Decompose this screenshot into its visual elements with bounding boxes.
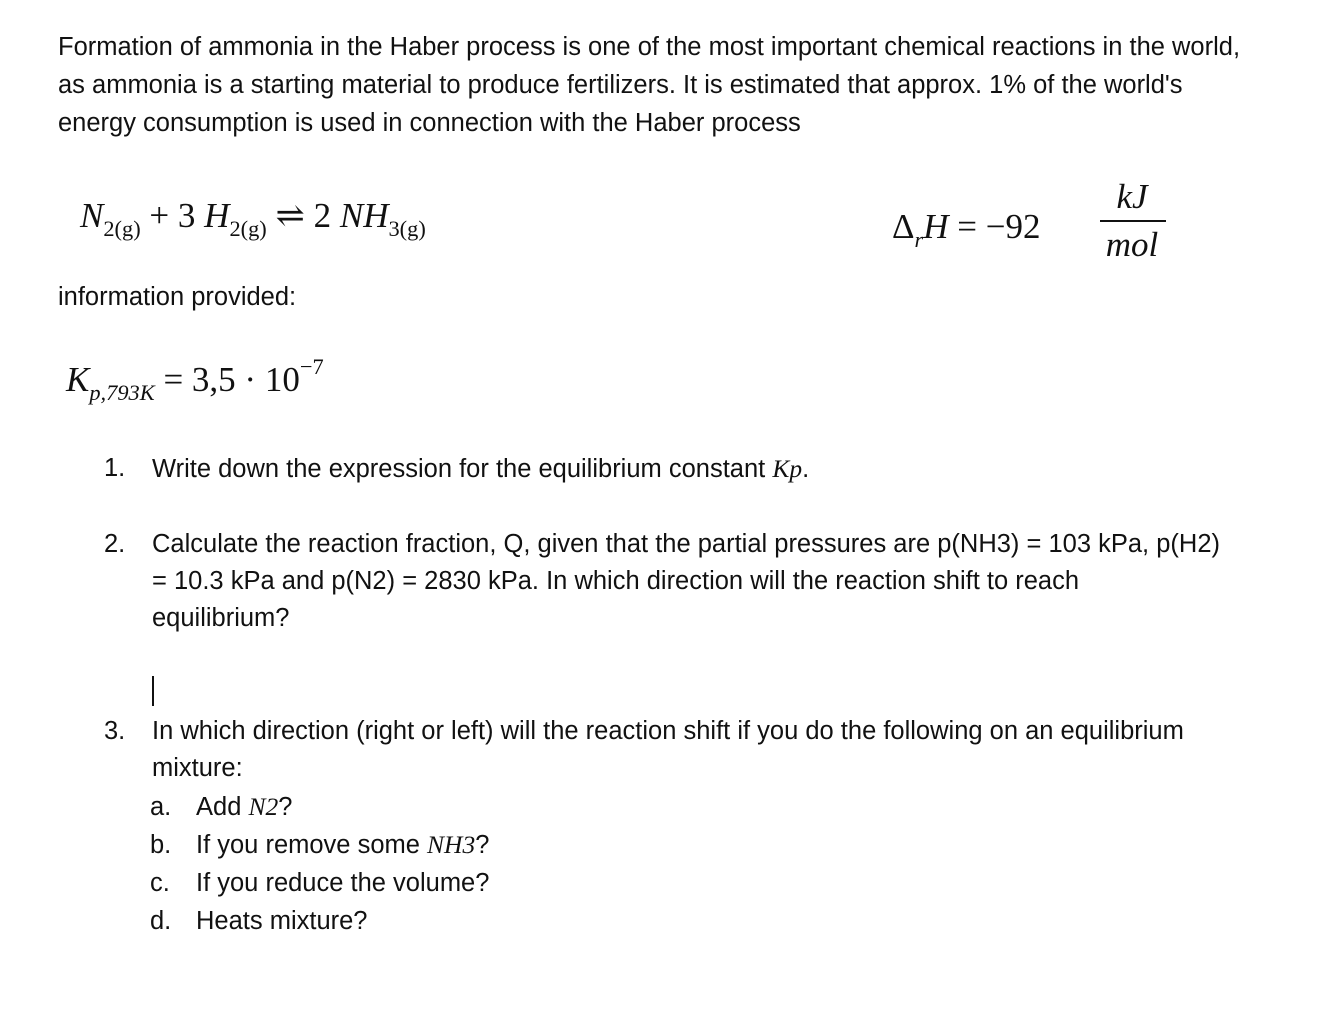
subitem-variable: N2 [248, 792, 279, 821]
kp-subscript: p,793K [89, 380, 155, 406]
nh3-symbol: NH [339, 196, 389, 235]
question-number: 1. [104, 454, 126, 482]
n2-subscript: 2(g) [103, 216, 141, 242]
equilibrium-arrow: ⇌ [275, 196, 305, 235]
subitem-letter: d. [150, 907, 172, 935]
text-cursor [152, 676, 154, 706]
nh3-coefficient: 2 [313, 196, 332, 235]
subitem-text: Add [196, 793, 249, 821]
question-1 [104, 450, 1222, 488]
enthalpy-h: H [923, 207, 949, 246]
unit-numerator: kJ [1116, 177, 1148, 216]
info-label: information provided: [58, 283, 297, 311]
fraction-bar [1100, 220, 1166, 222]
n2-symbol: N [80, 196, 104, 235]
question-number: 2. [104, 530, 126, 558]
delta-r-subscript: r [914, 227, 924, 253]
kp-value [66, 354, 324, 406]
subitem-letter: c. [150, 869, 170, 897]
question-text: In which direction (right or left) will the reaction shift if you do the following on an equilibrium mixture: [152, 717, 1184, 782]
subitem-b [150, 826, 489, 864]
subitem-suffix: ? [475, 831, 490, 859]
subitem-c [150, 864, 489, 902]
intro-paragraph: Formation of ammonia in the Haber process is one of the most important chemical reactions in the world, as ammonia is a starting material to produce fertilizers. It is estimated that approx. 1% of the world's energy consumption is used in connection with the Haber process [58, 33, 1241, 137]
h2-symbol: H [204, 196, 230, 235]
subitem-letter: a. [150, 793, 172, 821]
enthalpy-value: = −92 [957, 207, 1041, 246]
kp-variable: Kp [772, 454, 803, 483]
subitem-suffix: ? [278, 793, 293, 821]
subitem-d [150, 902, 367, 940]
question-number: 3. [104, 717, 126, 745]
unit-denominator: mol [1105, 225, 1159, 264]
subitem-letter: b. [150, 831, 172, 859]
h2-subscript: 2(g) [229, 216, 267, 242]
kp-number: = 3,5 · 10 [163, 360, 300, 399]
subitem-text: If you reduce the volume? [196, 869, 490, 897]
unit-fraction [1100, 178, 1164, 264]
nh3-subscript: 3(g) [388, 216, 426, 242]
question-2 [104, 526, 1222, 637]
reaction-equation [80, 196, 426, 242]
question-3 [104, 713, 1222, 787]
subitem-variable: NH3 [427, 830, 476, 859]
kp-symbol: K [66, 360, 90, 399]
question-period: . [802, 455, 810, 483]
question-text: Calculate the reaction fraction, Q, given that the partial pressures are p(NH3) = 103 kPa, p(H2) = 10.3 kPa and p(N2) = 2830 kPa. In which direction will the reaction shift to reach equilibrium? [152, 530, 1220, 632]
subitem-text: If you remove some [196, 831, 428, 859]
delta-symbol: Δ [892, 207, 915, 246]
subitem-a [150, 788, 292, 826]
plus-three: + 3 [149, 196, 196, 235]
kp-exponent: −7 [299, 354, 324, 380]
subitem-text: Heats mixture? [196, 907, 368, 935]
question-text: Write down the expression for the equilibrium constant [152, 455, 773, 483]
